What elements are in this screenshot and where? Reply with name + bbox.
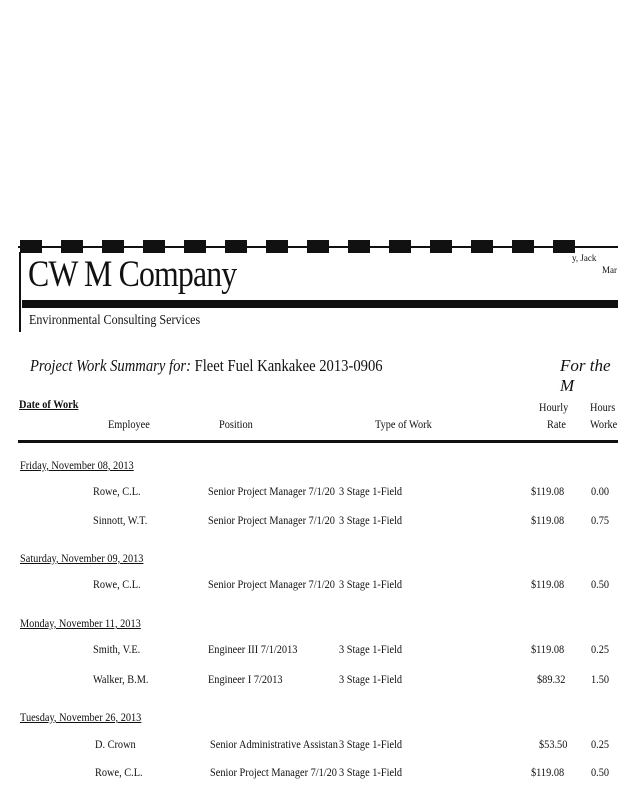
company-name: CW M Company (28, 254, 237, 295)
dash-block (430, 240, 452, 253)
col-position: Position (219, 417, 253, 431)
dash-block (61, 240, 83, 253)
row-hours: 0.25 (591, 642, 610, 656)
row-position: Engineer I 7/2013 (208, 672, 283, 686)
header-rule (18, 440, 618, 443)
letterhead-left-bar (19, 252, 21, 332)
row-type: 3 Stage 1-Field (339, 737, 403, 751)
row-type: 3 Stage 1-Field (339, 577, 403, 591)
dash-block (225, 240, 247, 253)
row-hours: 0.00 (591, 484, 610, 498)
col-type: Type of Work (375, 417, 432, 431)
row-position: Senior Project Manager 7/1/20 (210, 765, 337, 779)
row-type: 3 Stage 1-Field (339, 484, 403, 498)
row-hours: 0.50 (591, 765, 610, 779)
row-rate: $119.08 (531, 484, 565, 498)
col-rate-line1: Hourly (539, 400, 569, 414)
dash-block (348, 240, 370, 253)
row-hours: 1.50 (591, 672, 610, 686)
row-type: 3 Stage 1-Field (339, 642, 403, 656)
row-employee: Walker, B.M. (93, 672, 149, 686)
summary-title (30, 356, 383, 376)
dash-block (266, 240, 288, 253)
row-hours: 0.50 (591, 577, 610, 591)
row-employee: D. Crown (95, 737, 136, 751)
row-type: 3 Stage 1-Field (339, 513, 403, 527)
row-position: Senior Administrative Assistan (210, 737, 338, 751)
dash-block (307, 240, 329, 253)
row-type: 3 Stage 1-Field (339, 672, 403, 686)
row-hours: 0.25 (591, 737, 610, 751)
project-name: Fleet Fuel Kankakee 2013-0906 (194, 356, 383, 375)
row-hours: 0.75 (591, 513, 610, 527)
group-date: Friday, November 08, 2013 (20, 458, 134, 472)
dash-block (143, 240, 165, 253)
period-label: For the M (560, 356, 611, 395)
address-line-2: Mar (602, 265, 617, 275)
row-rate: $89.32 (537, 672, 566, 686)
col-rate-line2: Rate (547, 417, 566, 431)
letterhead-rule (22, 300, 618, 308)
row-employee: Sinnott, W.T. (93, 513, 148, 527)
dash-block (389, 240, 411, 253)
row-employee: Rowe, C.L. (95, 765, 143, 779)
col-hours-line1: Hours (590, 400, 616, 414)
dash-block (512, 240, 534, 253)
col-hours-line2: Worke (590, 417, 618, 431)
address-line-1: y, Jack (572, 253, 597, 263)
dash-block (102, 240, 124, 253)
row-position: Senior Project Manager 7/1/20 (208, 484, 335, 498)
row-rate: $119.08 (531, 513, 565, 527)
group-date: Monday, November 11, 2013 (20, 616, 141, 630)
dash-block (20, 240, 42, 253)
row-rate: $119.08 (531, 642, 565, 656)
row-position: Senior Project Manager 7/1/20 (208, 513, 335, 527)
col-employee: Employee (108, 417, 150, 431)
company-subtitle: Environmental Consulting Services (29, 313, 201, 328)
row-type: 3 Stage 1-Field (339, 765, 403, 779)
row-rate: $53.50 (539, 737, 568, 751)
summary-prefix: Project Work Summary for: (30, 356, 191, 375)
dash-block (184, 240, 206, 253)
dash-block (471, 240, 493, 253)
col-date: Date of Work (19, 397, 79, 411)
group-date: Saturday, November 09, 2013 (20, 551, 144, 565)
row-position: Senior Project Manager 7/1/20 (208, 577, 335, 591)
row-employee: Rowe, C.L. (93, 577, 141, 591)
group-date: Tuesday, November 26, 2013 (20, 710, 142, 724)
row-employee: Rowe, C.L. (93, 484, 141, 498)
row-position: Engineer III 7/1/2013 (208, 642, 298, 656)
row-rate: $119.08 (531, 765, 565, 779)
row-rate: $119.08 (531, 577, 565, 591)
dash-block (553, 240, 575, 253)
row-employee: Smith, V.E. (93, 642, 141, 656)
